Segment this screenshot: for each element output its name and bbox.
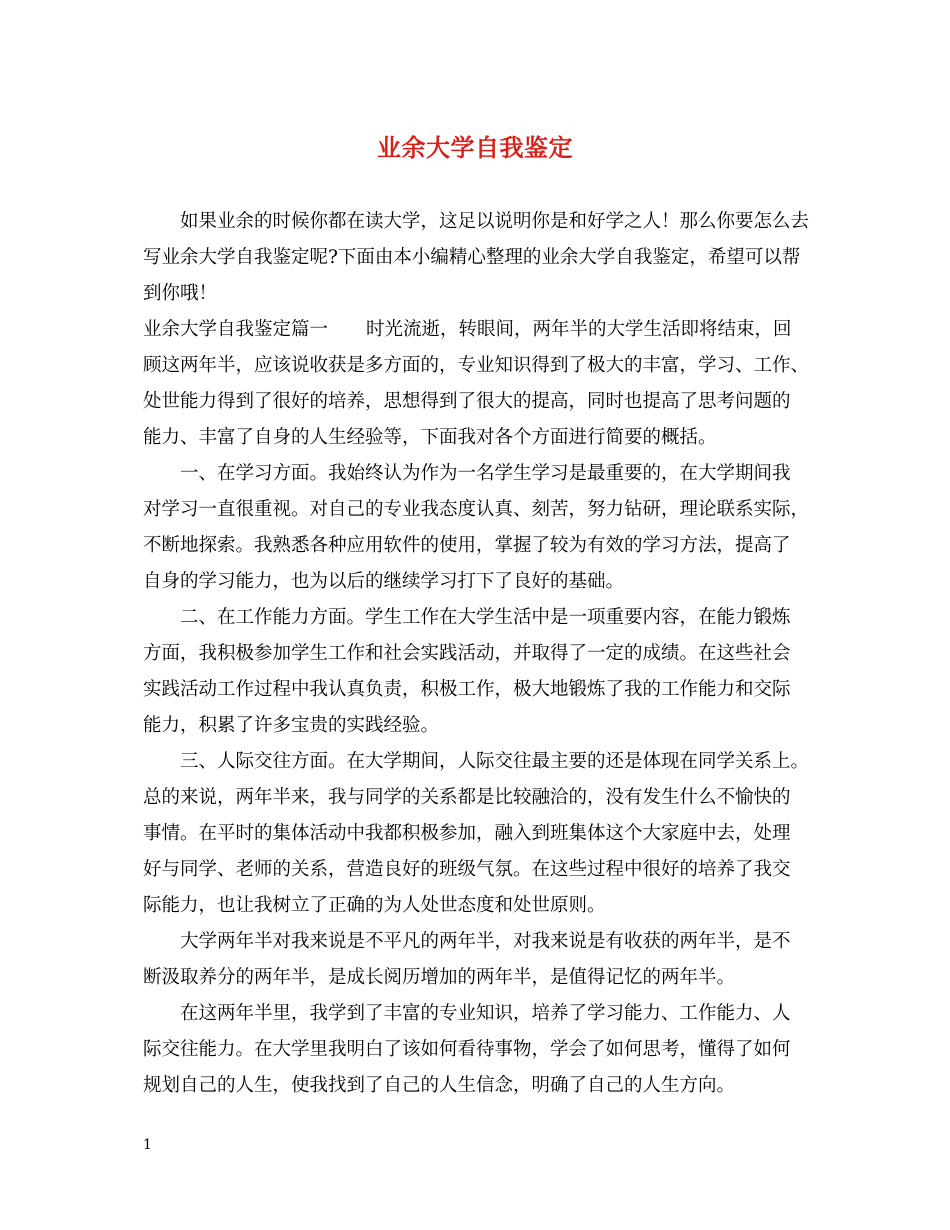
text-line — [143, 744, 833, 780]
text-line-content: 一、在学习方面。我始终认为作为一名学生学习是最重要的，在大学期间我 — [180, 463, 791, 484]
text-line — [143, 456, 833, 492]
text-line-content: 如果业余的时候你都在读大学，这足以说明你是和好学之人！那么你要怎么去 — [180, 211, 810, 232]
text-line-content: 事情。在平时的集体活动中我都积极参加，融入到班集体这个大家庭中去，处理 — [143, 823, 791, 844]
text-line — [143, 852, 833, 888]
text-line — [143, 924, 833, 960]
text-line-content: 到你哦！ — [143, 283, 218, 304]
text-line — [143, 276, 833, 312]
text-line-content: 方面，我积极参加学生工作和社会实践活动，并取得了一定的成绩。在这些社会 — [143, 643, 791, 664]
text-line — [143, 240, 833, 276]
text-line — [143, 708, 833, 744]
text-line-content: 断汲取养分的两年半，是成长阅历增加的两年半，是值得记忆的两年半。 — [143, 967, 736, 988]
text-line — [143, 996, 833, 1032]
text-line — [143, 492, 833, 528]
text-line-content: 际交往能力。在大学里我明白了该如何看待事物，学会了如何思考，懂得了如何 — [143, 1039, 791, 1060]
text-line — [143, 564, 833, 600]
text-line-content: 规划自己的人生，使我找到了自己的人生信念，明确了自己的人生方向。 — [143, 1075, 736, 1096]
text-line-content: 自身的学习能力，也为以后的继续学习打下了良好的基础。 — [143, 571, 625, 592]
text-line — [143, 888, 833, 924]
text-line — [143, 312, 833, 348]
text-line-content: 二、在工作能力方面。学生工作在大学生活中是一项重要内容，在能力锻炼 — [180, 607, 791, 628]
text-line-content: 不断地探索。我熟悉各种应用软件的使用，掌握了较为有效的学习方法，提高了 — [143, 535, 791, 556]
text-line-content: 总的来说，两年半来，我与同学的关系都是比较融洽的，没有发生什么不愉快的 — [143, 787, 791, 808]
text-line — [143, 1068, 833, 1104]
text-line — [143, 384, 833, 420]
text-line-content: 能力、丰富了自身的人生经验等，下面我对各个方面进行简要的概括。 — [143, 427, 717, 448]
document-body — [143, 204, 833, 1104]
text-line — [143, 420, 833, 456]
page-number: 1 — [143, 1137, 152, 1153]
text-line-content: 处世能力得到了很好的培养，思想得到了很大的提高，同时也提高了思考问题的 — [143, 391, 791, 412]
text-line-tail: 时光流逝，转眼间，两年半的大学生活即将结束，回 — [366, 319, 792, 340]
text-line-content: 业余大学自我鉴定篇一 — [143, 319, 329, 340]
text-line — [143, 960, 833, 996]
text-line — [143, 528, 833, 564]
text-line — [143, 636, 833, 672]
text-line-content: 对学习一直很重视。对自己的专业我态度认真、刻苦，努力钻研，理论联系实际， — [143, 499, 810, 520]
text-line-content: 顾这两年半，应该说收获是多方面的，专业知识得到了极大的丰富，学习、工作、 — [143, 355, 810, 376]
text-line — [143, 600, 833, 636]
document-title: 业余大学自我鉴定 — [377, 133, 573, 162]
text-line — [143, 816, 833, 852]
text-line — [143, 1032, 833, 1068]
text-line-content: 好与同学、老师的关系，营造良好的班级气氛。在这些过程中很好的培养了我交 — [143, 859, 791, 880]
text-line — [143, 348, 833, 384]
text-line — [143, 204, 833, 240]
text-line-content: 际能力，也让我树立了正确的为人处世态度和处世原则。 — [143, 895, 606, 916]
text-line-content: 在这两年半里，我学到了丰富的专业知识，培养了学习能力、工作能力、人 — [180, 1003, 791, 1024]
text-line-content: 三、人际交往方面。在大学期间，人际交往最主要的还是体现在同学关系上。 — [180, 751, 810, 772]
text-line-content: 实践活动工作过程中我认真负责，积极工作，极大地锻炼了我的工作能力和交际 — [143, 679, 791, 700]
text-line-content: 写业余大学自我鉴定呢?下面由本小编精心整理的业余大学自我鉴定，希望可以帮 — [143, 247, 801, 268]
text-line — [143, 780, 833, 816]
text-line — [143, 672, 833, 708]
text-line-content: 能力，积累了许多宝贵的实践经验。 — [143, 715, 440, 736]
text-line-content: 大学两年半对我来说是不平凡的两年半，对我来说是有收获的两年半，是不 — [180, 931, 791, 952]
